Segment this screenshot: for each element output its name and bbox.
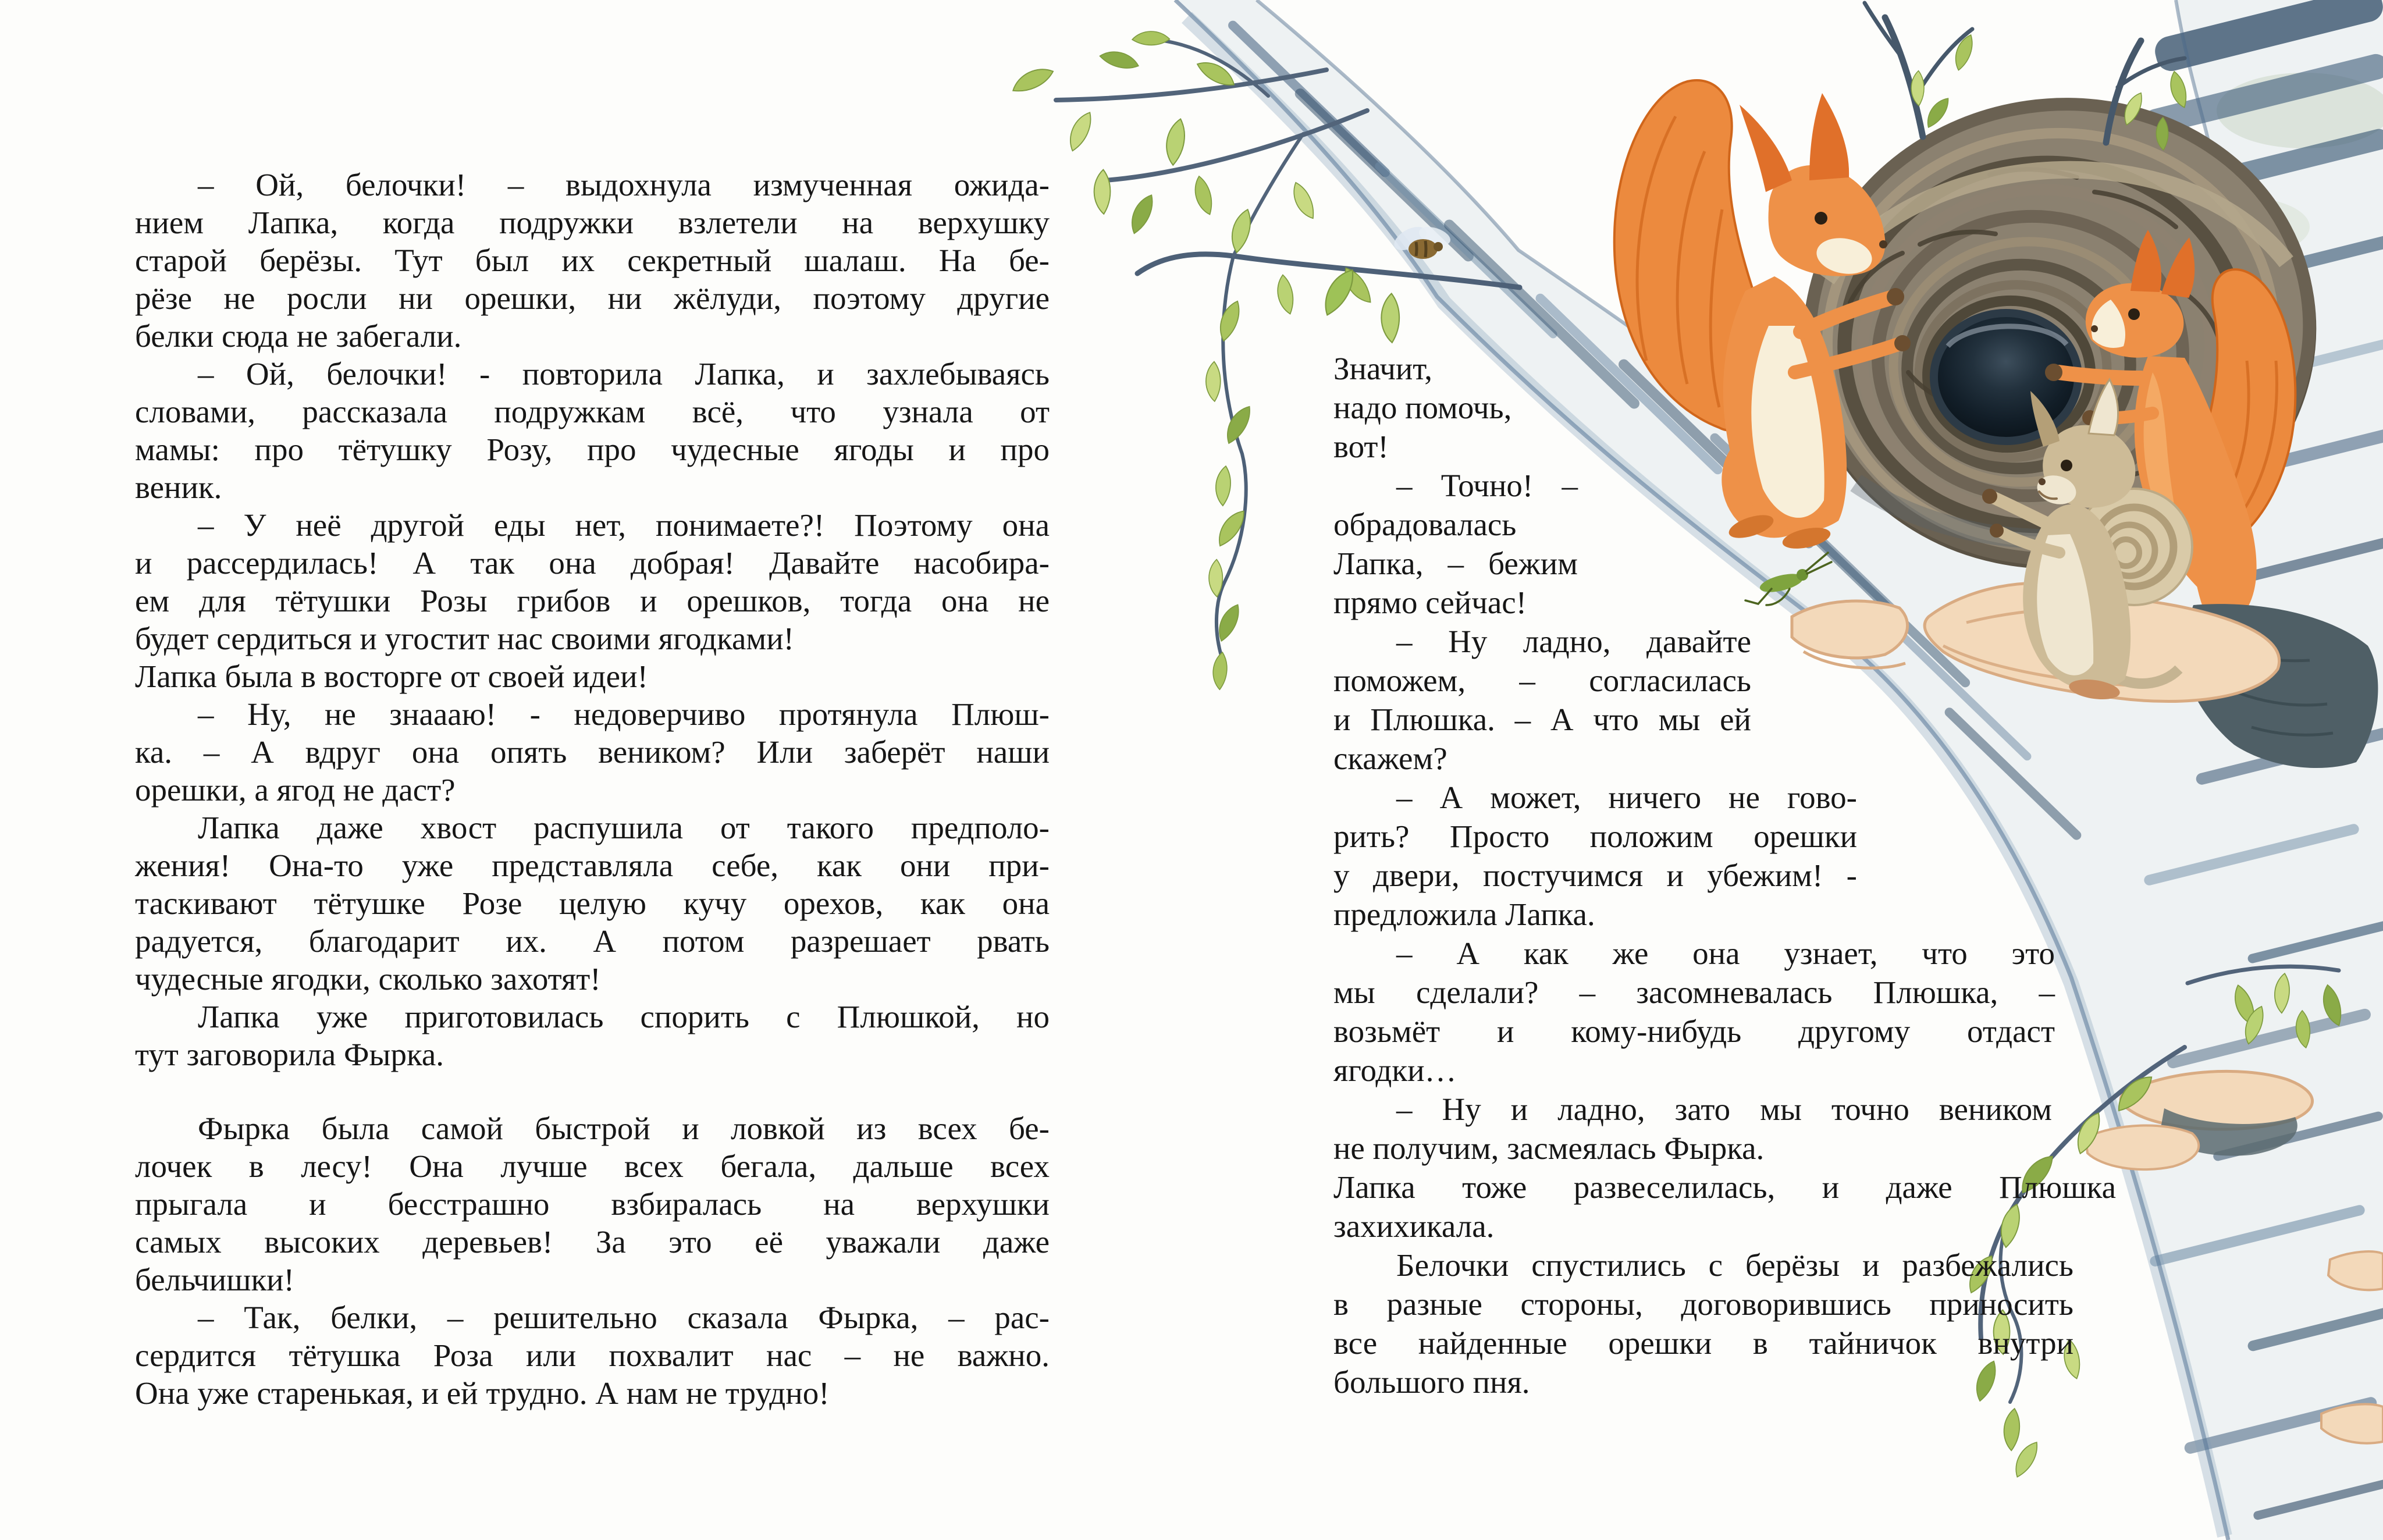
squirrel-eye (1815, 212, 1827, 225)
text-line: самых высоких деревьев! За это её уважали даже (135, 1224, 1050, 1260)
text-line: захихикала. (1333, 1208, 1495, 1244)
text-line: орешки, а ягод не даст? (135, 772, 456, 808)
text-line: Белочки спустились с берёзы и разбежались (1396, 1247, 2073, 1283)
text-line: бельчишки! (135, 1262, 294, 1297)
text-line: и рассердилась! А так она добрая! Давайте насобира- (135, 545, 1050, 581)
text-line: большого пня. (1333, 1364, 1530, 1400)
text-line: рёзе не росли ни орешки, ни жёлуди, поэтому другие (135, 280, 1050, 316)
text-line: обрадовалась (1333, 507, 1517, 542)
paragraph (1333, 1090, 2052, 1168)
left-page-text (135, 166, 1050, 1412)
squirrel-paw (1887, 288, 1904, 305)
text-line: надо помочь, (1333, 390, 1512, 425)
text-line: предложила Лапка. (1333, 897, 1595, 932)
text-line: нием Лапка, когда подружки взлетели на верхушку (135, 205, 1050, 240)
text-line: Значит, (1333, 351, 1432, 386)
text-line: Фырка была самой быстрой и ловкой из всех бе- (198, 1111, 1050, 1146)
paragraph (135, 1299, 1050, 1412)
text-line: – Точно! – (1396, 468, 1578, 503)
text-line: возьмёт и кому-нибудь другому отдаст (1333, 1013, 2055, 1049)
paragraph (135, 506, 1050, 657)
paragraph (135, 355, 1050, 506)
text-line: белки сюда не забегали. (135, 318, 462, 354)
paragraph (1333, 1168, 2116, 1246)
paragraph (135, 657, 1050, 695)
text-line: чудесные ягодки, сколько захотят! (135, 961, 601, 997)
text-line: Лапка была в восторге от своей идеи! (135, 659, 648, 694)
text-line: старой берёзы. Тут был их секретный шалаш. На бе- (135, 243, 1050, 278)
text-line: прыгала и бесстрашно взбиралась на верхушки (135, 1186, 1050, 1222)
paragraph (135, 695, 1050, 809)
paragraph (1333, 1246, 2073, 1402)
text-line: – А как же она узнает, что это (1396, 936, 2055, 971)
paragraph (1333, 778, 1857, 934)
text-line: радуется, благодарит их. А потом разрешает рвать (135, 923, 1050, 959)
paragraph (1333, 349, 1563, 466)
text-line: – А может, ничего не гово- (1396, 780, 1857, 815)
paragraph (1333, 622, 1751, 778)
text-line: мы сделали? – засомневалась Плюшка, – (1333, 974, 2055, 1010)
text-line: Она уже старенькая, и ей трудно. А нам не трудно! (135, 1375, 830, 1411)
text-line: ка. – А вдруг она опять веником? Или заберёт наши (135, 734, 1050, 770)
text-line: веник. (135, 470, 222, 505)
paragraph (135, 1109, 1050, 1299)
text-line: – У неё другой еды нет, понимаете?! Поэтому она (198, 507, 1050, 543)
text-line: лочек в лесу! Она лучше всех бегала, дальше всех (135, 1148, 1050, 1184)
text-line: Лапка даже хвост распушила от такого предполо- (198, 810, 1050, 845)
text-line: не получим, засмеялась Фырка. (1333, 1130, 1765, 1166)
text-line: мамы: про тётушку Розу, про чудесные ягоды и про (135, 432, 1050, 467)
text-line: словами, рассказала подружкам всё, что узнала от (135, 394, 1050, 429)
text-line: таскивают тётушке Розе целую кучу орехов, как она (135, 885, 1050, 921)
text-line: – Ну, не знаааю! - недоверчиво протянула Плюш- (198, 696, 1050, 732)
text-line: у двери, постучимся и убежим! - (1333, 858, 1857, 893)
paragraph (1333, 466, 1578, 622)
squirrel-ear-tuft (1740, 105, 1792, 192)
text-line: ягодки… (1333, 1052, 1457, 1088)
text-line: прямо сейчас! (1333, 585, 1527, 620)
paragraph (135, 809, 1050, 998)
text-line: Лапка тоже развеселилась, и даже Плюшка (1333, 1169, 2116, 1205)
paragraph (135, 166, 1050, 355)
text-line: будет сердиться и угостит нас своими ягодками! (135, 621, 794, 656)
paragraph (1333, 934, 2055, 1090)
text-line: поможем, – согласилась (1333, 663, 1751, 698)
text-line: рить? Просто положим орешки (1333, 819, 1857, 854)
text-line: все найденные орешки в тайничок внутри (1333, 1325, 2073, 1361)
text-line: ем для тётушки Розы грибов и орешков, тогда она не (135, 583, 1050, 618)
text-line: – Так, белки, – решительно сказала Фырка, – рас- (198, 1300, 1050, 1335)
right-page-text (1333, 349, 2148, 1402)
squirrel-eye (2128, 308, 2140, 320)
text-line: сердится тётушка Роза или похвалит нас – не важно. (135, 1338, 1050, 1373)
text-line: – Ой, белочки! – выдохнула измученная ожида- (198, 167, 1050, 202)
paragraph (135, 998, 1050, 1073)
text-line: Лапка уже приготовилась спорить с Плюшкой, но (198, 999, 1050, 1034)
text-line: вот! (1333, 429, 1389, 464)
text-line: в разные стороны, договорившись приносить (1333, 1286, 2073, 1322)
text-line: скажем? (1333, 741, 1447, 776)
text-line: и Плюшка. – А что мы ей (1333, 702, 1751, 737)
text-line: – Ой, белочки! - повторила Лапка, и захлебываясь (198, 356, 1050, 392)
text-line: – Ну ладно, давайте (1396, 624, 1751, 659)
text-line: жения! Она-то уже представляла себе, как они при- (135, 848, 1050, 883)
text-line: Лапка, – бежим (1333, 546, 1578, 581)
text-line: – Ну и ладно, зато мы точно веником (1396, 1091, 2052, 1127)
text-line: тут заговорила Фырка. (135, 1037, 444, 1072)
